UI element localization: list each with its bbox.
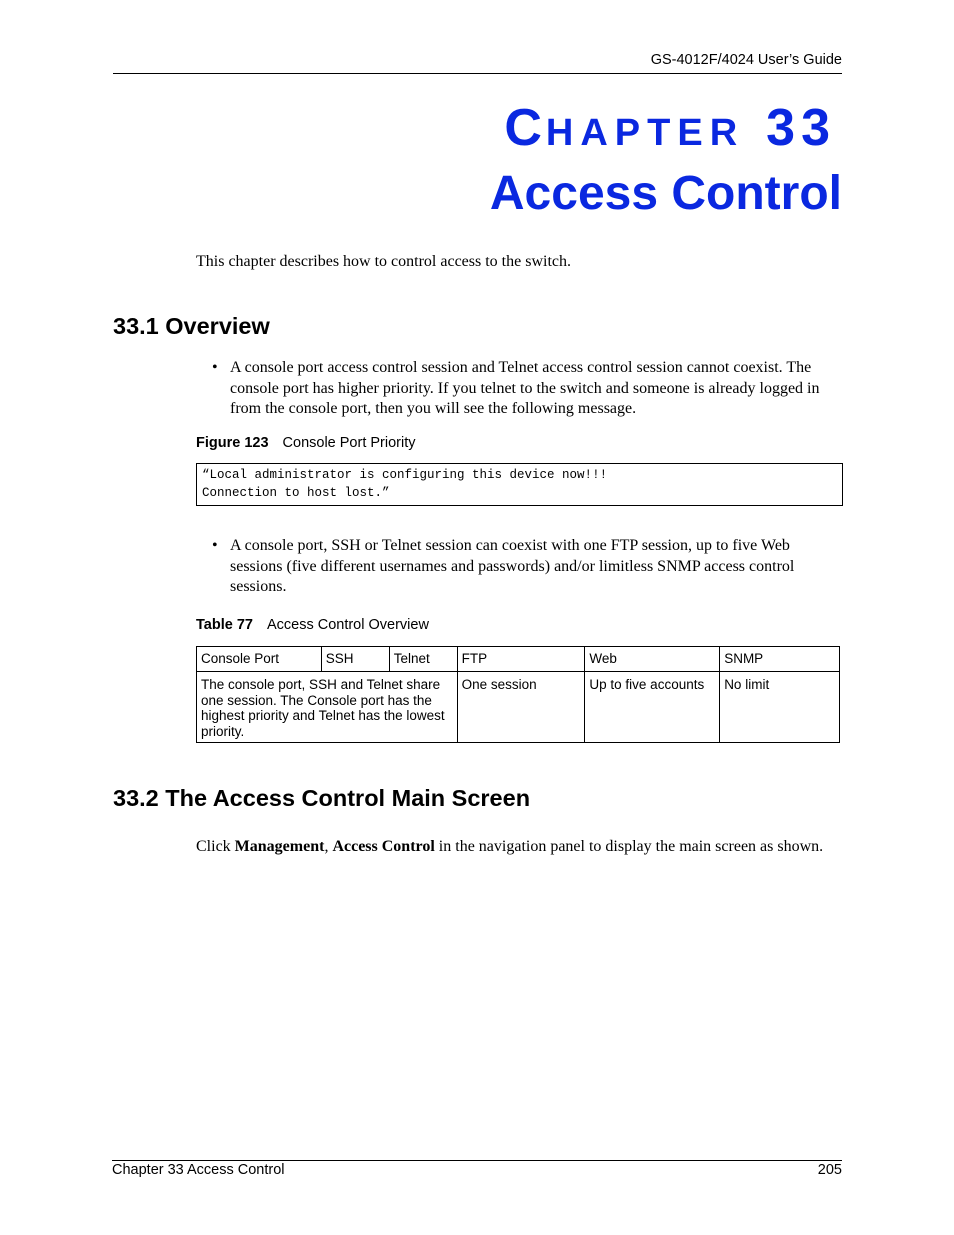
table-header-cell: Web bbox=[585, 647, 720, 672]
table-cell: The console port, SSH and Telnet share one session. The Console port has the highest priority and Telnet has the lowest priority. bbox=[197, 672, 458, 743]
menu-reference-management: Management bbox=[234, 838, 325, 855]
footer-chapter-title: Chapter 33 Access Control bbox=[112, 1162, 285, 1178]
chapter-number: 33 bbox=[766, 99, 836, 157]
chapter-label-rest: HAPTER bbox=[545, 112, 745, 154]
text-run: , bbox=[324, 838, 333, 855]
table-cell: Up to five accounts bbox=[585, 672, 720, 743]
table-header-cell: SNMP bbox=[720, 647, 840, 672]
bullet-paragraph-2: A console port, SSH or Telnet session can coexist with one FTP session, up to five Web sessions (five different usernames and passwords) and/or limitless SNMP access control sessions. bbox=[230, 537, 795, 595]
section-heading-overview: 33.1 Overview bbox=[113, 313, 270, 339]
table-header-cell: Telnet bbox=[389, 647, 457, 672]
bullet-marker: • bbox=[212, 359, 218, 376]
table-label: Table 77 bbox=[196, 617, 253, 633]
header-rule bbox=[113, 73, 842, 74]
chapter-label bbox=[504, 98, 836, 158]
text-run: in the navigation panel to display the main screen as shown. bbox=[434, 838, 824, 855]
page-number: 205 bbox=[817, 1162, 842, 1178]
table-title: Access Control Overview bbox=[266, 617, 429, 633]
access-control-overview-table bbox=[196, 646, 840, 743]
bullet-marker: • bbox=[212, 537, 218, 554]
chapter-title: Access Control bbox=[489, 167, 842, 220]
footer-rule bbox=[112, 1160, 842, 1161]
code-line: Connection to host lost.” bbox=[202, 486, 390, 500]
figure-caption bbox=[196, 435, 416, 451]
text-run: Click bbox=[196, 838, 235, 855]
table-header-cell: SSH bbox=[321, 647, 389, 672]
code-block bbox=[196, 463, 843, 506]
table-row bbox=[197, 672, 840, 743]
table-caption bbox=[196, 617, 429, 633]
intro-paragraph: This chapter describes how to control access to the switch. bbox=[196, 253, 571, 270]
table-cell: No limit bbox=[720, 672, 840, 743]
table-header-cell: FTP bbox=[457, 647, 585, 672]
section2-paragraph bbox=[196, 837, 842, 858]
section-heading-main-screen: 33.2 The Access Control Main Screen bbox=[113, 785, 531, 811]
running-header: GS-4012F/4024 User’s Guide bbox=[650, 52, 842, 68]
table-header-cell: Console Port bbox=[197, 647, 322, 672]
figure-title: Console Port Priority bbox=[282, 435, 416, 451]
bullet-paragraph-1: A console port access control session and Telnet access control session cannot coexist. The console port has higher priority. If you telnet to the switch and someone is already logged in from the console port, then you will see the following message. bbox=[230, 359, 820, 417]
menu-reference-access-control: Access Control bbox=[332, 838, 435, 855]
figure-label: Figure 123 bbox=[196, 435, 269, 451]
table-header-row bbox=[197, 647, 840, 672]
chapter-label-initial: C bbox=[504, 99, 546, 157]
code-line: “Local administrator is configuring this device now!!! bbox=[202, 468, 608, 482]
table-cell: One session bbox=[457, 672, 585, 743]
